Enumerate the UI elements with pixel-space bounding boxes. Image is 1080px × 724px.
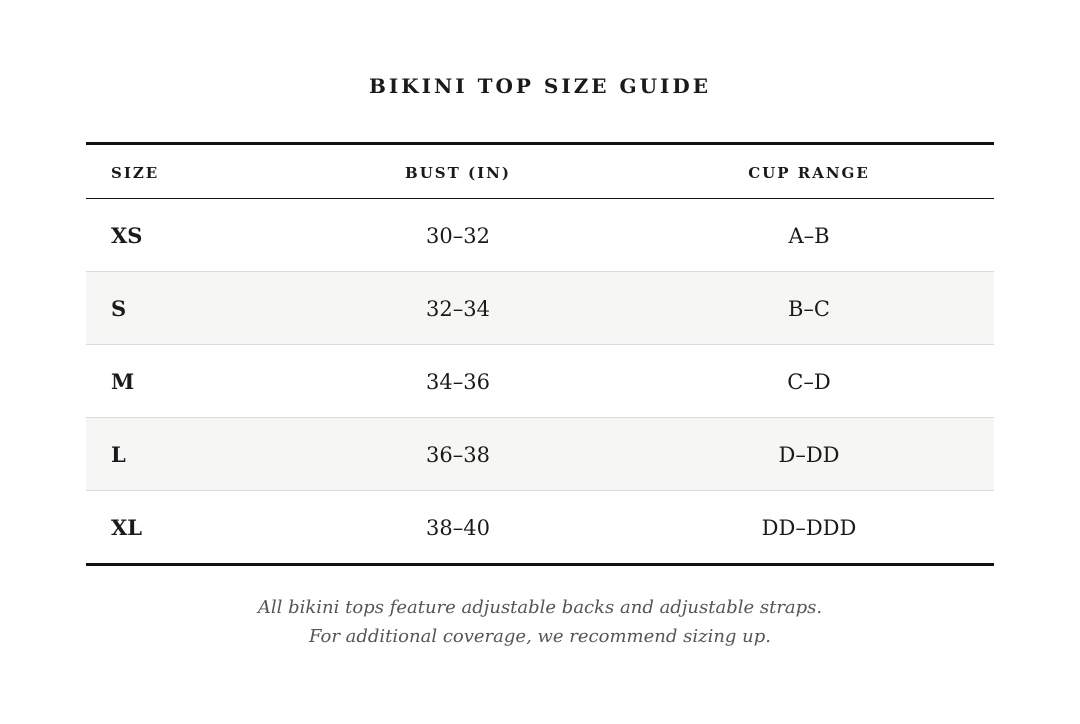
- table-row: [86, 199, 994, 272]
- footnote-line: All bikini tops feature adjustable backs and adjustable straps.: [257, 597, 823, 618]
- cup-range-cell: A–B: [788, 224, 830, 248]
- size-cell: XL: [111, 515, 143, 540]
- cup-range-cell: C–D: [787, 370, 831, 394]
- cup-range-cell: B–C: [788, 297, 830, 321]
- table-header-row: [86, 145, 994, 199]
- table-row: [86, 272, 994, 345]
- table-bottom-rule: [86, 563, 994, 566]
- bust-cell: 34–36: [426, 370, 490, 394]
- table-row: [86, 491, 994, 563]
- bust-cell: 36–38: [426, 443, 490, 467]
- bust-cell: 38–40: [426, 516, 490, 540]
- header-size: SIZE: [111, 164, 160, 182]
- cup-range-cell: DD–DDD: [761, 516, 857, 540]
- size-cell: XS: [111, 223, 143, 248]
- bust-cell: 30–32: [426, 224, 490, 248]
- size-guide-table: [86, 142, 994, 566]
- table-row: [86, 345, 994, 418]
- page-title: BIKINI TOP SIZE GUIDE: [369, 74, 711, 98]
- size-cell: M: [111, 369, 135, 394]
- table-row: [86, 418, 994, 491]
- footnote-line: For additional coverage, we recommend sizing up.: [308, 626, 771, 647]
- header-cup-range: CUP RANGE: [748, 164, 870, 182]
- size-cell: S: [111, 296, 127, 321]
- cup-range-cell: D–DD: [778, 443, 840, 467]
- size-cell: L: [111, 442, 126, 467]
- bust-cell: 32–34: [426, 297, 490, 321]
- header-bust: BUST (IN): [405, 164, 511, 182]
- footnote: [0, 593, 1080, 651]
